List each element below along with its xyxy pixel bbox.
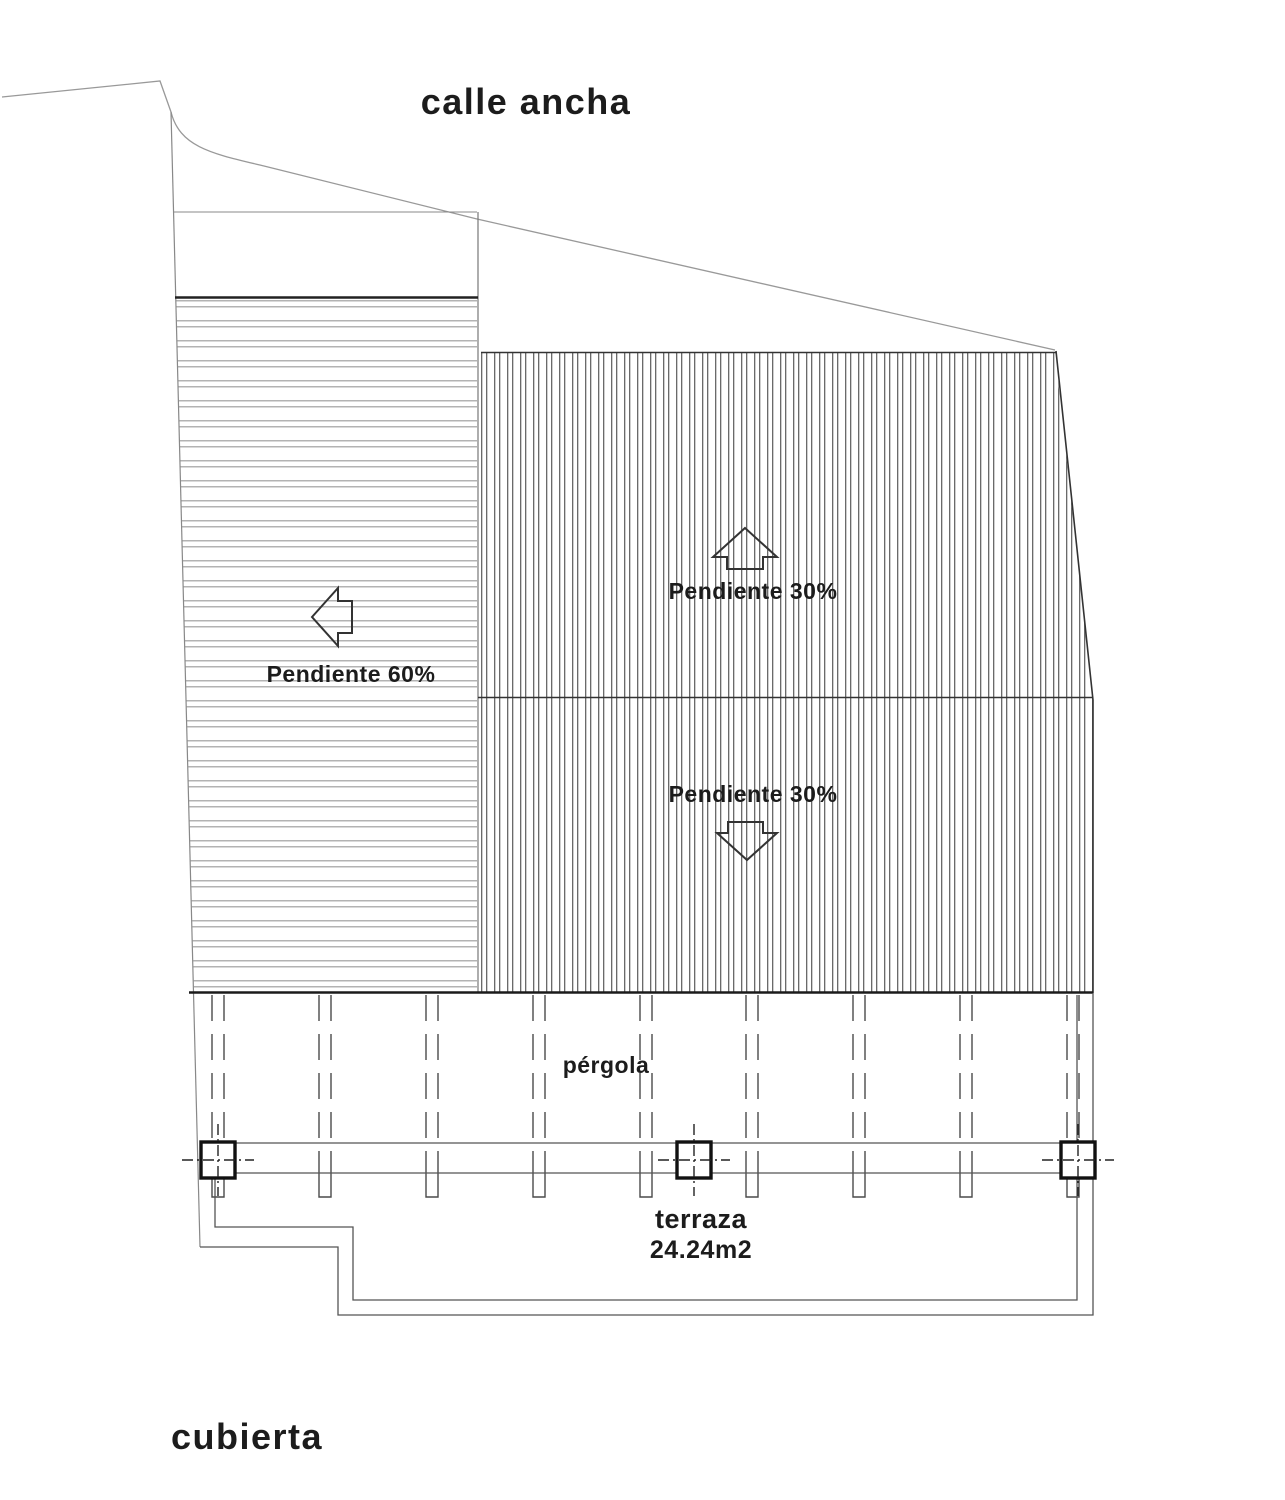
terrace-area-label: 24.24m2 (649, 1236, 753, 1264)
slope-lower-right-label: Pendiente 30% (668, 781, 838, 807)
pergola-label: pérgola (562, 1052, 650, 1078)
pergola-beam (746, 995, 758, 1197)
pergola-beam (426, 995, 438, 1197)
pergola-beam (960, 995, 972, 1197)
pergola-beam (853, 995, 865, 1197)
column-symbol (1042, 1124, 1114, 1196)
pergola-beam (533, 995, 545, 1197)
column-symbol (182, 1124, 254, 1196)
terrace-name-label: terraza (654, 1204, 748, 1234)
terrace-outline-inner (215, 995, 1077, 1300)
slope-upper-right-label: Pendiente 30% (668, 578, 838, 604)
sheet-title-label: cubierta (171, 1416, 324, 1457)
street-name-label: calle ancha (420, 81, 632, 122)
column-symbol (658, 1124, 730, 1196)
terrace-outline-outer (200, 993, 1093, 1315)
roof-hatch-left-60 (176, 298, 477, 993)
slope-left-label: Pendiente 60% (266, 661, 436, 687)
roof-hatch-right-30 (481, 353, 1093, 993)
pergola-beam (319, 995, 331, 1197)
pergola-beam (640, 995, 652, 1197)
